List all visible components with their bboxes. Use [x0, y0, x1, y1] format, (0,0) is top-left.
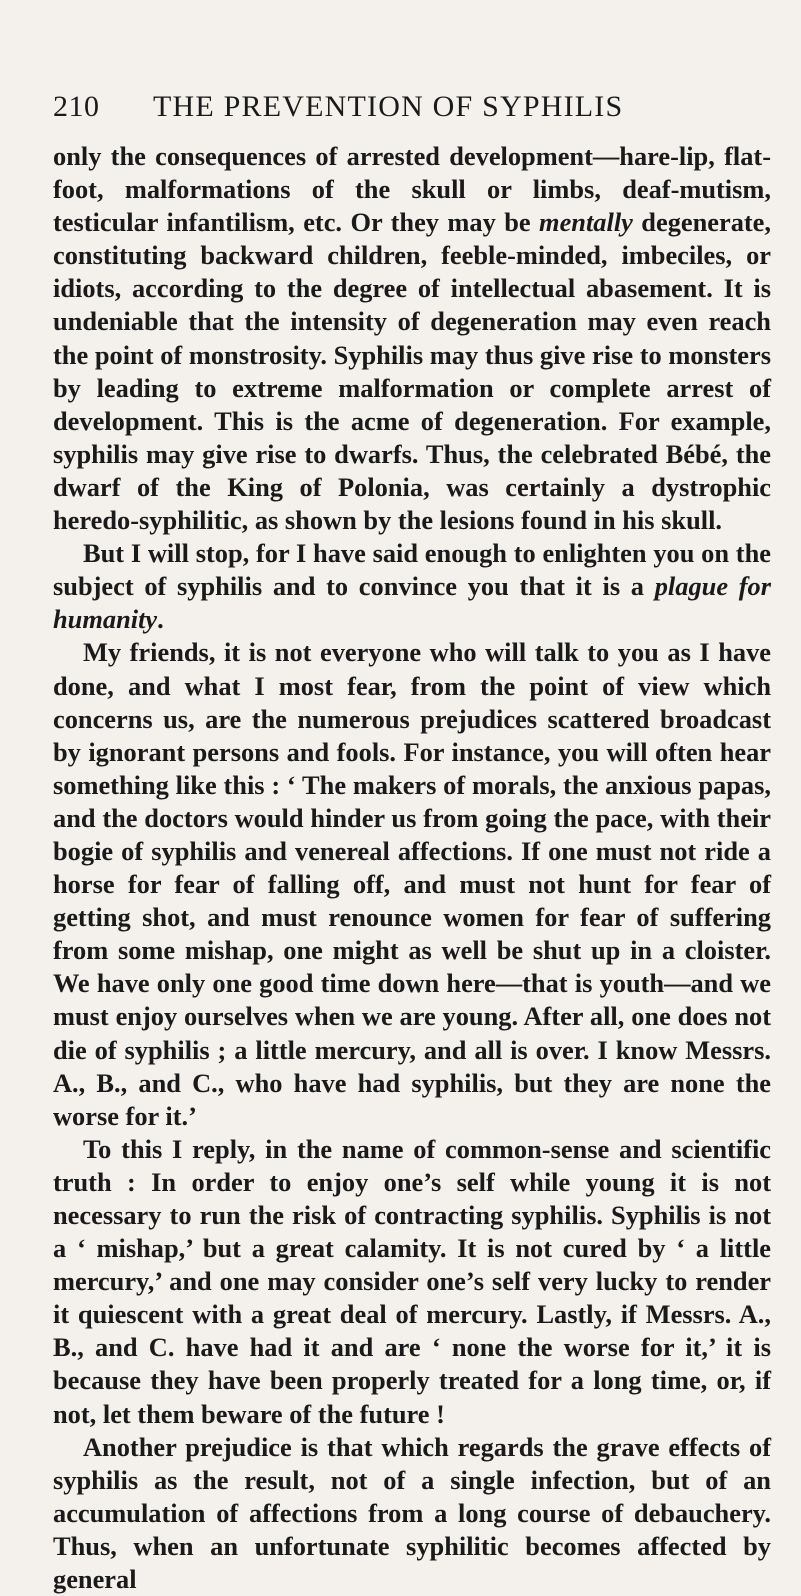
paragraph	[53, 140, 771, 537]
body-text	[53, 140, 771, 1596]
paragraph	[53, 1133, 771, 1431]
italic-text-segment: mentally	[539, 207, 633, 238]
text-segment: My friends, it is not everyone who will talk to you as I have done, and what I most fear, from the point of view which concerns us, are the numerous prejudices scattered broadcast by ignorant persons and fools. For instance, you will often hear something like this : ‘ The makers of morals, the anxious papas, and the doctors would hinder us from going the pace, with their bogie of syphilis and venereal affections. If one must not ride a horse for fear of falling off, and must not hunt for fear of getting shot, and must renounce women for fear of suffering from some mishap, one might as well be shut up in a cloister. We have only one good time down here—that is youth—and we must enjoy ourselves when we are young. After all, one does not die of syphilis ; a little mercury, and all is over. I know Messrs. A., B., and C., who have had syphilis, but they are none the worse for it.’	[53, 637, 771, 1131]
text-segment: only the consequences of arrested development—hare-lip, flat-foot, malformations of the skull or limbs, deaf-mutism, testicular infantilism, etc. Or they may be	[53, 141, 771, 238]
text-segment: degenerate, constituting backward children, feeble-minded, imbeciles, or idiots, according to the degree of intellectual abasement. It is undeniable that the intensity of degeneration may even reach the point of monstrosity. Syphilis may thus give rise to monsters by leading to extreme malformation or complete arrest of development. This is the acme of degeneration. For example, syphilis may give rise to dwarfs. Thus, the celebrated Bébé, the dwarf of the King of Polonia, was certainly a dystrophic heredo-syphilitic, as shown by the lesions found in his skull.	[53, 207, 771, 536]
page-header	[53, 90, 761, 130]
paragraph	[53, 1431, 771, 1596]
running-title: THE PREVENTION OF SYPHILIS	[153, 90, 624, 123]
paragraph	[53, 636, 771, 1132]
page-number: 210	[53, 90, 100, 123]
text-segment: .	[157, 604, 164, 635]
text-segment: Another prejudice is that which regards the grave effects of syphilis as the result, not of a single infection, but of an accumulation of affections from a long course of debauchery. Thus, when an unfortunate syphilitic becomes affected by general	[53, 1431, 771, 1595]
paragraph	[53, 537, 771, 636]
italic-text-segment: plague for humanity	[53, 571, 771, 635]
text-segment: But I will stop, for I have said enough to enlighten you on the subject of syphilis and to convince you that it is a	[53, 538, 771, 602]
text-segment: To this I reply, in the name of common-sense and scientific truth : In order to enjoy one’s self while young it is not necessary to run the risk of contracting syphilis. Syphilis is not a ‘ mishap,’ but a great calamity. It is not cured by ‘ a little mercury,’ and one may consider one’s self very lucky to render it quiescent with a great deal of mercury. Lastly, if Messrs. A., B., and C. have had it and are ‘ none the worse for it,’ it is because they have been properly treated for a long time, or, if not, let them beware of the future !	[53, 1133, 771, 1429]
